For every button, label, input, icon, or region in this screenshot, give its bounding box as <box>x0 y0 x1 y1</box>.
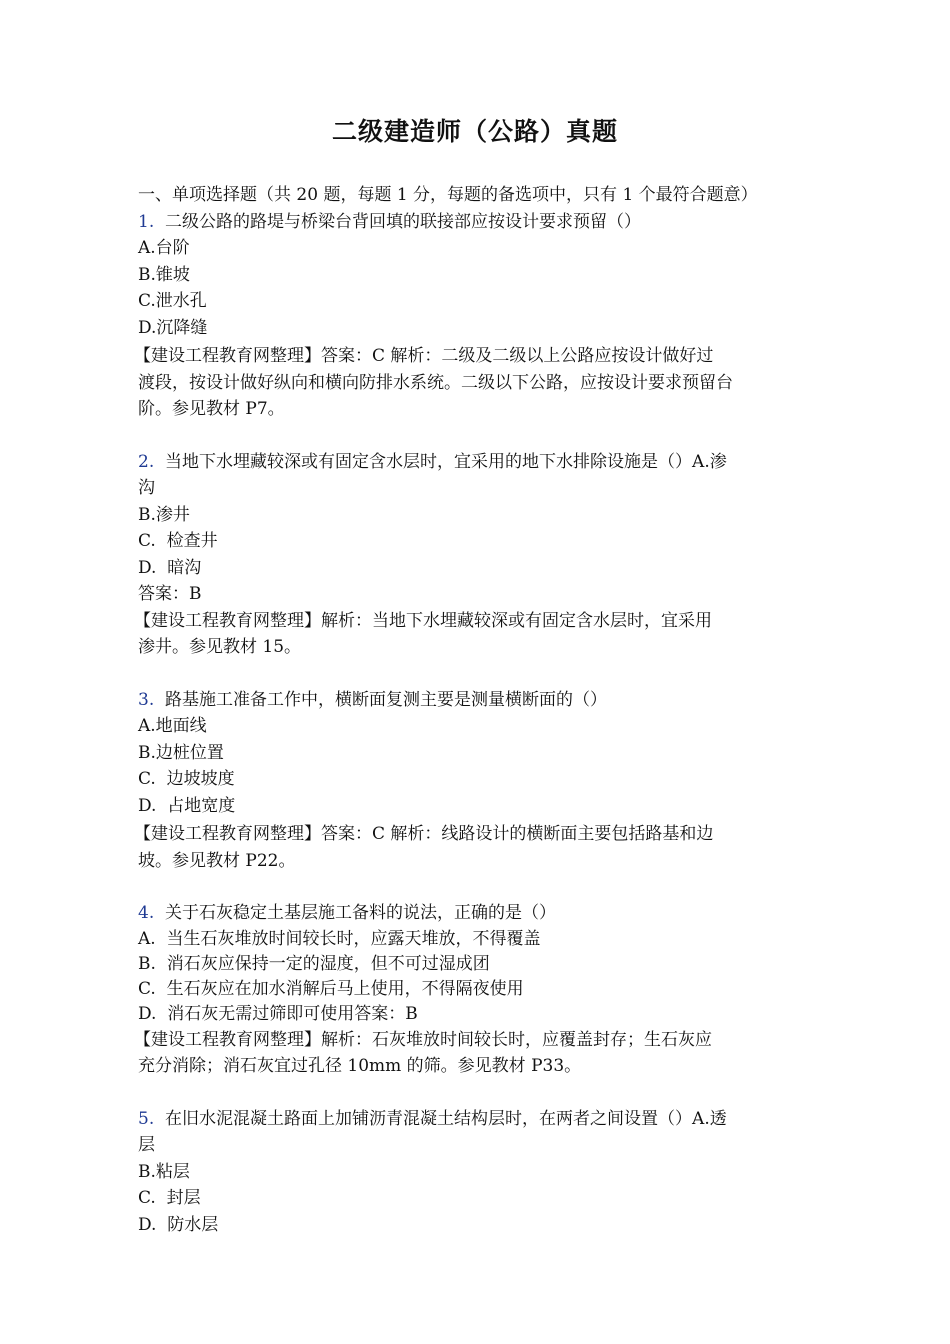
explanation-line: 渡段，按设计做好纵向和横向防排水系统。二级以下公路，应按设计要求预留台 <box>138 372 733 393</box>
question-number: 3. <box>138 689 155 710</box>
option: D. 占地宽度 <box>138 795 236 816</box>
explanation-line: 渗井。参见教材 15。 <box>138 637 302 657</box>
option: D. 暗沟 <box>138 557 202 578</box>
question-number: 1. <box>138 211 155 232</box>
spacer <box>138 661 808 687</box>
document-body <box>134 182 808 1238</box>
option: B. 消石灰应保持一定的湿度，但不可过湿成团 <box>138 953 490 974</box>
option: D.沉降缝 <box>138 317 208 338</box>
option: C. 边坡坡度 <box>138 769 235 789</box>
explanation-line: 【建设工程教育网整理】答案：C 解析：二级及二级以上公路应按设计做好过 <box>134 346 714 366</box>
explanation-line: 阶。参见教材 P7。 <box>138 399 285 419</box>
question-stem <box>138 687 808 714</box>
option: B.粘层 <box>138 1161 190 1182</box>
spacer <box>138 423 808 449</box>
explanation-line: 充分消除；消石灰宜过孔径 10mm 的筛。参见教材 P33。 <box>138 1056 582 1076</box>
question-text-continued: 层 <box>138 1135 155 1155</box>
question-2 <box>134 449 808 661</box>
question-text: 关于石灰稳定土基层施工备料的说法，正确的是（） <box>154 903 557 923</box>
question-stem <box>138 449 808 476</box>
explanation-line: 【建设工程教育网整理】解析：石灰堆放时间较长时，应覆盖封存；生石灰应 <box>134 1029 712 1050</box>
option: A.台阶 <box>138 238 190 258</box>
question-text: 二级公路的路堤与桥梁台背回填的联接部应按设计要求预留（） <box>154 211 642 232</box>
question-text: 当地下水埋藏较深或有固定含水层时，宜采用的地下水排除设施是（）A.渗 <box>154 451 727 472</box>
explanation-line: 坡。参见教材 P22。 <box>138 850 296 871</box>
option: B.渗井 <box>138 504 190 525</box>
question-text: 在旧水泥混凝土路面上加铺沥青混凝土结构层时，在两者之间设置（）A.透 <box>154 1108 727 1129</box>
option: A.地面线 <box>138 716 207 736</box>
option: C. 生石灰应在加水消解后马上使用，不得隔夜使用 <box>138 978 524 999</box>
question-stem <box>138 1106 808 1133</box>
section-heading: 一、单项选择题（共 20 题，每题 1 分，每题的备选项中，只有 1 个最符合题意） <box>138 185 758 205</box>
question-stem <box>138 209 808 236</box>
option: D. 消石灰无需过筛即可使用答案：B <box>138 1003 418 1024</box>
page-title: 二级建造师（公路）真题 <box>331 117 618 146</box>
explanation-line: 【建设工程教育网整理】答案：C 解析：线路设计的横断面主要包括路基和边 <box>134 824 714 844</box>
question-number: 2. <box>138 451 155 472</box>
explanation-line: 【建设工程教育网整理】解析：当地下水埋藏较深或有固定含水层时，宜采用 <box>134 610 712 631</box>
spacer <box>138 1080 808 1106</box>
question-5 <box>138 1106 808 1239</box>
question-number: 4. <box>138 903 155 923</box>
option: B.边桩位置 <box>138 742 224 763</box>
option: C. 检查井 <box>138 531 218 551</box>
question-1 <box>134 209 808 423</box>
option: D. 防水层 <box>138 1214 219 1235</box>
question-stem <box>138 900 808 927</box>
option: C.泄水孔 <box>138 291 207 311</box>
option: C. 封层 <box>138 1188 201 1208</box>
spacer <box>138 874 808 900</box>
question-text-continued: 沟 <box>138 478 155 498</box>
question-text: 路基施工准备工作中，横断面复测主要是测量横断面的（） <box>154 689 608 710</box>
option: A. 当生石灰堆放时间较长时，应露天堆放，不得覆盖 <box>138 928 541 949</box>
question-3 <box>134 687 808 875</box>
question-number: 5. <box>138 1108 155 1129</box>
answer-line: 答案：B <box>138 584 202 604</box>
question-4 <box>134 900 808 1080</box>
option: B.锥坡 <box>138 264 190 285</box>
